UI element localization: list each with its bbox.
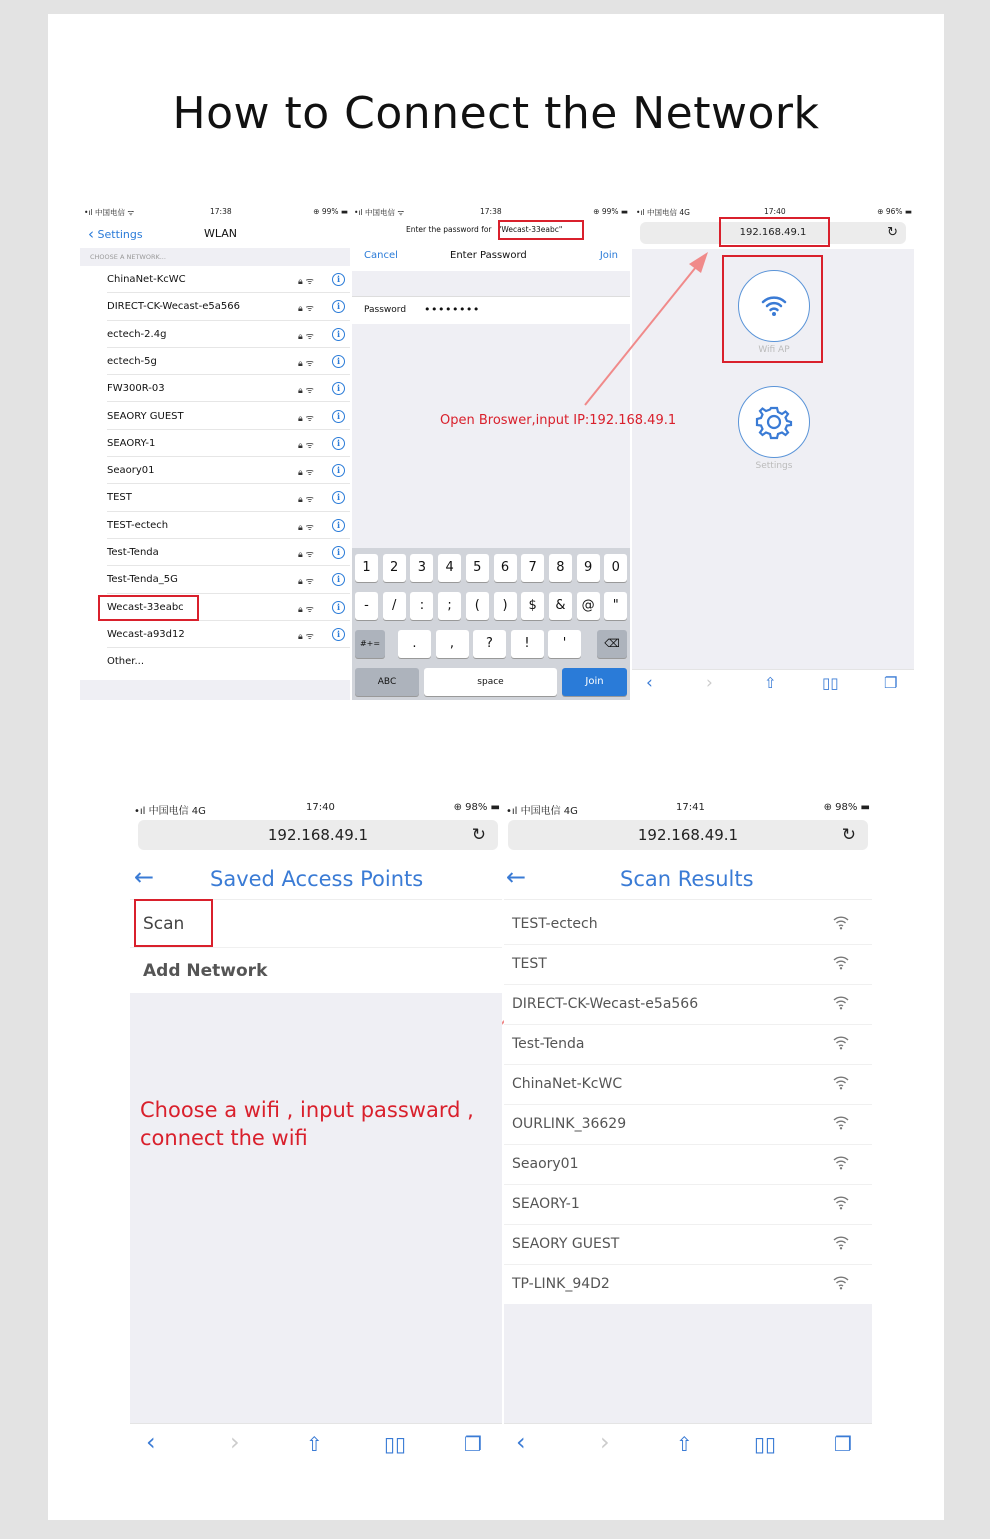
- scan-result-row[interactable]: [504, 1264, 872, 1305]
- wifi-signal-icon: [832, 914, 850, 930]
- join-button[interactable]: Join: [599, 250, 618, 261]
- lock-wifi-icons: 🔒︎ ᯤ: [298, 550, 314, 560]
- share-icon[interactable]: ⇧: [676, 1432, 693, 1456]
- key[interactable]: 8: [549, 554, 572, 582]
- settings-label: Settings: [755, 461, 793, 471]
- key[interactable]: 2: [383, 554, 406, 582]
- wifi-signal-icon: [832, 1194, 850, 1210]
- scan-result-row[interactable]: [504, 1104, 872, 1145]
- lock-wifi-icons: 🔒︎ ᯤ: [298, 631, 314, 642]
- reload-icon[interactable]: ↻: [841, 825, 856, 845]
- wifi-signal-icon: [832, 1114, 850, 1130]
- url-text: 192.168.49.1: [739, 227, 807, 238]
- key[interactable]: /: [383, 592, 406, 620]
- key[interactable]: ): [494, 592, 517, 620]
- key[interactable]: ?: [473, 630, 506, 658]
- page-title: How to Connect the Network: [172, 88, 820, 139]
- back-arrow-icon[interactable]: ←: [506, 863, 527, 891]
- back-icon[interactable]: ‹: [146, 1428, 156, 1456]
- network-name: ectech-5g: [107, 355, 157, 367]
- info-icon[interactable]: i: [332, 437, 345, 450]
- add-network-label: Add Network: [143, 961, 268, 981]
- wifi-signal-icon: [832, 1234, 850, 1250]
- network-name: TEST: [107, 492, 132, 504]
- add-network-button[interactable]: [130, 947, 502, 994]
- info-icon[interactable]: i: [332, 601, 345, 614]
- info-icon[interactable]: i: [332, 628, 345, 641]
- key[interactable]: &: [549, 592, 572, 620]
- forward-icon[interactable]: ›: [230, 1428, 240, 1456]
- network-name: TEST-ectech: [107, 519, 169, 531]
- info-icon[interactable]: i: [332, 355, 345, 368]
- scan-result-name: Test-Tenda: [512, 1036, 585, 1052]
- lock-wifi-icons: 🔒︎ ᯤ: [298, 577, 314, 588]
- scan-result-name: TEST: [512, 956, 547, 972]
- info-icon[interactable]: i: [332, 491, 345, 504]
- tabs-icon[interactable]: ❐: [464, 1432, 482, 1456]
- info-icon[interactable]: i: [332, 382, 345, 395]
- scan-result-name: TP-LINK_94D2: [512, 1276, 610, 1292]
- status-carrier: •ıl 中国电信 ᯤ: [354, 208, 405, 217]
- key[interactable]: -: [355, 592, 378, 620]
- forward-icon[interactable]: ›: [600, 1428, 610, 1456]
- key[interactable]: (: [466, 592, 489, 620]
- abc-key[interactable]: ABC: [355, 668, 419, 696]
- lock-wifi-icons: 🔒︎ ᯤ: [298, 277, 314, 287]
- lock-wifi-icons: 🔒︎ ᯤ: [298, 386, 314, 397]
- url-bar[interactable]: [138, 820, 498, 850]
- key[interactable]: :: [410, 592, 433, 620]
- bookmarks-icon[interactable]: ▯▯: [384, 1432, 407, 1456]
- key[interactable]: @: [577, 592, 600, 620]
- key[interactable]: .: [398, 630, 431, 658]
- info-icon[interactable]: i: [332, 573, 345, 586]
- lock-wifi-icons: 🔒︎ ᯤ: [298, 413, 314, 424]
- network-name: Test-Tenda: [107, 547, 159, 558]
- key[interactable]: 0: [604, 554, 627, 582]
- url-text: 192.168.49.1: [637, 826, 739, 844]
- lock-wifi-icons: 🔒︎ ᯤ: [298, 331, 314, 342]
- scan-result-row[interactable]: [504, 1184, 872, 1225]
- scan-result-name: TEST-ectech: [512, 916, 598, 932]
- key[interactable]: !: [511, 630, 544, 658]
- status-battery: ⊕ 98% ▬: [823, 802, 870, 813]
- saved-ap-heading: Saved Access Points: [210, 867, 424, 891]
- reload-icon[interactable]: ↻: [471, 825, 486, 845]
- info-icon[interactable]: i: [332, 300, 345, 313]
- bookmarks-icon[interactable]: ▯▯: [822, 674, 839, 692]
- wifi-ap-label: Wifi AP: [758, 345, 790, 355]
- status-carrier: •ıl 中国电信 ᯤ: [84, 208, 135, 217]
- cancel-button[interactable]: Cancel: [364, 250, 398, 261]
- scan-results-list: [504, 904, 872, 1304]
- join-key[interactable]: Join: [562, 668, 627, 696]
- info-icon[interactable]: i: [332, 464, 345, 477]
- key[interactable]: 3: [410, 554, 433, 582]
- network-name: SEAORY GUEST: [107, 410, 184, 422]
- status-carrier: •ıl 中国电信 4G: [636, 208, 690, 217]
- network-name: SEAORY-1: [107, 437, 156, 449]
- key[interactable]: 6: [494, 554, 517, 582]
- status-time: 17:38: [210, 207, 232, 216]
- lock-wifi-icons: 🔒︎ ᯤ: [298, 604, 314, 615]
- phone-scan-results-screen: [504, 798, 872, 1463]
- wifi-signal-icon: [832, 954, 850, 970]
- browser-toolbar: [504, 1423, 872, 1463]
- wifi-signal-icon: [832, 1154, 850, 1170]
- scan-result-row[interactable]: [504, 984, 872, 1025]
- page-header: [130, 861, 502, 900]
- wifi-signal-icon: [832, 1034, 850, 1050]
- scan-result-name: DIRECT-CK-Wecast-e5a566: [512, 996, 699, 1012]
- network-name: Seaory01: [107, 465, 155, 477]
- status-battery: ⊕ 98% ▬: [453, 802, 500, 813]
- scan-result-name: SEAORY-1: [512, 1196, 580, 1212]
- scan-result-name: OURLINK_36629: [512, 1116, 627, 1132]
- status-carrier: •ıl 中国电信 4G: [506, 806, 578, 817]
- annotation-choose-wifi: Choose a wifi , input passward , connect the wifi: [140, 1098, 474, 1150]
- status-time: 17:38: [480, 207, 502, 216]
- tabs-icon[interactable]: ❐: [834, 1432, 852, 1456]
- prompt-network: "Wecast-33eabc": [497, 225, 563, 234]
- forward-icon[interactable]: ›: [706, 673, 713, 693]
- scan-result-row[interactable]: [504, 904, 872, 945]
- key[interactable]: $: [521, 592, 544, 620]
- network-name: ectech-2.4g: [107, 328, 167, 340]
- network-name: Test-Tenda_5G: [107, 574, 178, 586]
- key[interactable]: 1: [355, 554, 378, 582]
- status-carrier: •ıl 中国电信 4G: [134, 806, 206, 817]
- scan-result-name: ChinaNet-KcWC: [512, 1076, 623, 1092]
- key[interactable]: ,: [436, 630, 469, 658]
- back-icon[interactable]: ‹: [516, 1428, 526, 1456]
- network-name: DIRECT-CK-Wecast-e5a566: [107, 301, 240, 313]
- wifi-signal-icon: [832, 994, 850, 1010]
- back-arrow-icon[interactable]: ←: [134, 863, 155, 891]
- info-icon[interactable]: i: [332, 273, 345, 286]
- scan-result-name: Seaory01: [512, 1156, 579, 1172]
- info-icon[interactable]: i: [332, 328, 345, 341]
- browser-toolbar: [130, 1423, 502, 1463]
- scan-result-row[interactable]: [504, 1024, 872, 1065]
- status-battery: ⊕ 99% ▬: [313, 207, 348, 216]
- key[interactable]: ": [604, 592, 627, 620]
- enter-password-heading: Enter Password: [450, 250, 527, 261]
- backspace-icon: ⌫: [604, 637, 620, 650]
- back-icon[interactable]: ‹: [646, 673, 653, 693]
- other-label: Other...: [107, 656, 145, 668]
- key[interactable]: 4: [438, 554, 461, 582]
- info-icon[interactable]: i: [332, 546, 345, 559]
- lock-wifi-icons: 🔒︎ ᯤ: [298, 495, 314, 506]
- key[interactable]: 5: [466, 554, 489, 582]
- key[interactable]: ;: [438, 592, 461, 620]
- status-battery: ⊕ 99% ▬: [593, 207, 628, 216]
- status-time: 17:40: [306, 802, 335, 813]
- annotation-open-browser: Open Broswer,input IP:192.168.49.1: [440, 413, 677, 428]
- key[interactable]: ': [548, 630, 581, 658]
- share-icon[interactable]: ⇧: [306, 1432, 323, 1456]
- lock-wifi-icons: 🔒︎ ᯤ: [298, 304, 314, 315]
- lock-wifi-icons: 🔒︎ ᯤ: [298, 440, 314, 451]
- symbols-key[interactable]: #+=: [355, 630, 385, 658]
- network-name: FW300R-03: [107, 383, 165, 395]
- password-prompt: Enter the password for "Wecast-33eabc": [406, 225, 563, 234]
- nav-title: WLAN: [204, 227, 238, 240]
- info-icon[interactable]: i: [332, 519, 345, 532]
- chevron-left-icon: ‹: [88, 225, 94, 243]
- back-label: Settings: [97, 228, 143, 241]
- status-time: 17:41: [676, 802, 705, 813]
- info-icon[interactable]: i: [332, 410, 345, 423]
- lock-wifi-icons: 🔒︎ ᯤ: [298, 358, 314, 369]
- bookmarks-icon[interactable]: ▯▯: [754, 1432, 777, 1456]
- network-name: ChinaNet-KcWC: [107, 274, 186, 285]
- key[interactable]: 7: [521, 554, 544, 582]
- reload-icon[interactable]: ↻: [887, 225, 898, 240]
- scan-result-row[interactable]: [504, 1144, 872, 1185]
- url-bar[interactable]: [508, 820, 868, 850]
- scan-label: Scan: [143, 914, 185, 934]
- page-header: [504, 861, 872, 900]
- lock-wifi-icons: 🔒︎ ᯤ: [298, 468, 314, 479]
- share-icon[interactable]: ⇧: [764, 674, 777, 692]
- network-name: Wecast-33eabc: [107, 601, 184, 613]
- space-key[interactable]: space: [424, 668, 557, 696]
- scan-result-row[interactable]: [504, 944, 872, 985]
- scan-result-name: SEAORY GUEST: [512, 1236, 620, 1252]
- network-name: Wecast-a93d12: [107, 628, 185, 640]
- password-label: Password: [364, 305, 407, 315]
- key[interactable]: 9: [577, 554, 600, 582]
- status-time: 17:40: [764, 207, 786, 216]
- scan-results-heading: Scan Results: [620, 867, 754, 891]
- scan-result-row[interactable]: [504, 1064, 872, 1105]
- password-value: ••••••••: [424, 303, 480, 316]
- status-battery: ⊕ 96% ▬: [877, 207, 912, 216]
- lock-wifi-icons: 🔒︎ ᯤ: [298, 522, 314, 533]
- section-header: CHOOSE A NETWORK...: [80, 248, 350, 266]
- scan-result-row[interactable]: [504, 1224, 872, 1265]
- tabs-icon[interactable]: ❐: [884, 674, 898, 692]
- wifi-signal-icon: [832, 1074, 850, 1090]
- highlight-scan: [134, 899, 213, 947]
- wifi-signal-icon: [832, 1274, 850, 1290]
- url-text: 192.168.49.1: [267, 826, 369, 844]
